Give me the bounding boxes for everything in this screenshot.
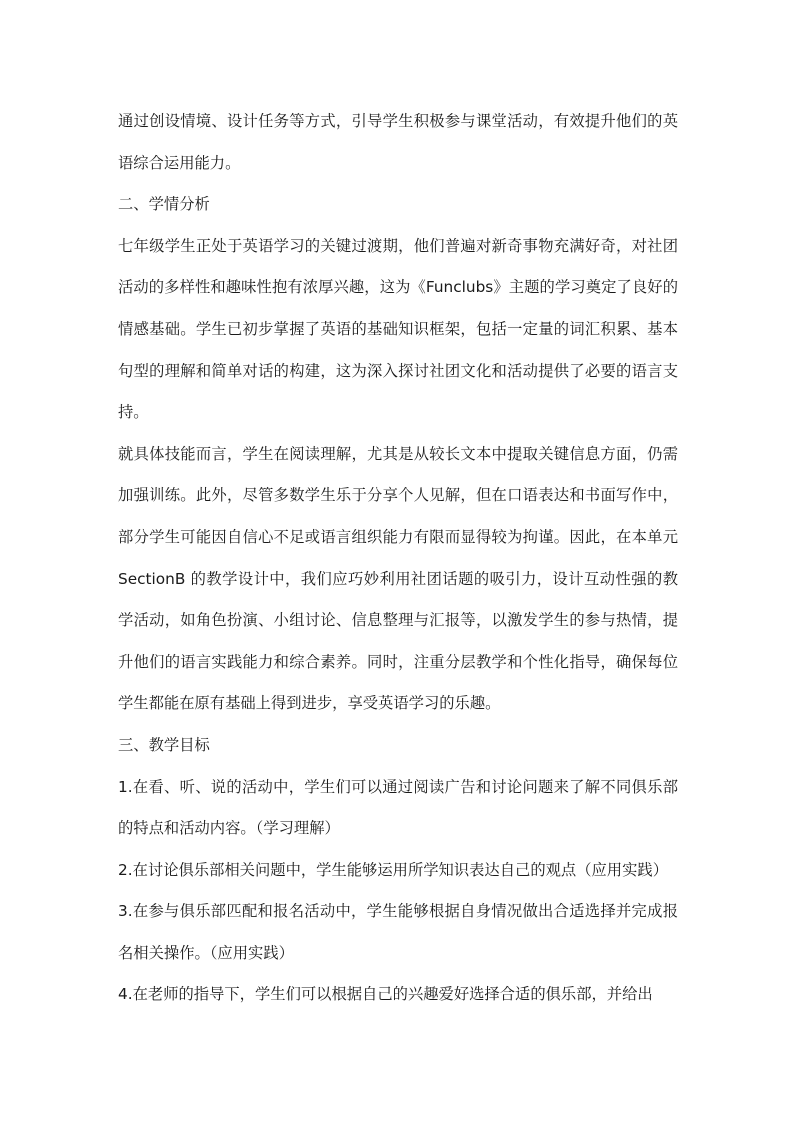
objective-item-3: 3.在参与俱乐部匹配和报名活动中，学生能够根据自身情况做出合适选择并完成报名相关操作。（应用实践） bbox=[118, 902, 678, 962]
paragraph-learner-skills: 就具体技能而言，学生在阅读理解，尤其是从较长文本中提取关键信息方面，仍需加强训练。此外，尽管多数学生乐于分享个人见解，但在口语表达和书面写作中，部分学生可能因自信心不足或语言组织能力有限而显得较为拘谨。因此，在本单元 SectionB 的教学设计中，我们应巧妙利用社团话题的吸引力，设计互动性强的教学活动，如角色扮演、小组讨论、信息整理与汇报等，以激发学生的参与热情，提升他们的语言实践能力和综合素养。同时，注重分层教学和个性化指导，确保每位学生都能在原有基础上得到进步，享受英语学习的乐趣。 bbox=[118, 444, 678, 713]
objective-item-4: 4.在老师的指导下，学生们可以根据自己的兴趣爱好选择合适的俱乐部，并给出 bbox=[118, 985, 653, 1004]
document-body bbox=[118, 101, 678, 1016]
section-heading-learner-analysis: 二、学情分析 bbox=[118, 195, 210, 214]
section-heading-teaching-objectives: 三、教学目标 bbox=[118, 735, 210, 754]
paragraph-learner-background: 七年级学生正处于英语学习的关键过渡期，他们普遍对新奇事物充满好奇，对社团活动的多样性和趣味性抱有浓厚兴趣，这为《Funclubs》主题的学习奠定了良好的情感基础。学生已初步掌握了英语的基础知识框架，包括一定量的词汇积累、基本句型的理解和简单对话的构建，这为深入探讨社团文化和活动提供了必要的语言支持。 bbox=[118, 236, 678, 422]
objective-item-2: 2.在讨论俱乐部相关问题中，学生能够运用所学知识表达自己的观点（应用实践） bbox=[118, 860, 668, 879]
paragraph-teaching-approach: 通过创设情境、设计任务等方式，引导学生积极参与课堂活动，有效提升他们的英语综合运用能力。 bbox=[118, 112, 678, 172]
objective-item-1: 1.在看、听、说的活动中，学生们可以通过阅读广告和讨论问题来了解不同俱乐部的特点和活动内容。（学习理解） bbox=[118, 777, 678, 838]
